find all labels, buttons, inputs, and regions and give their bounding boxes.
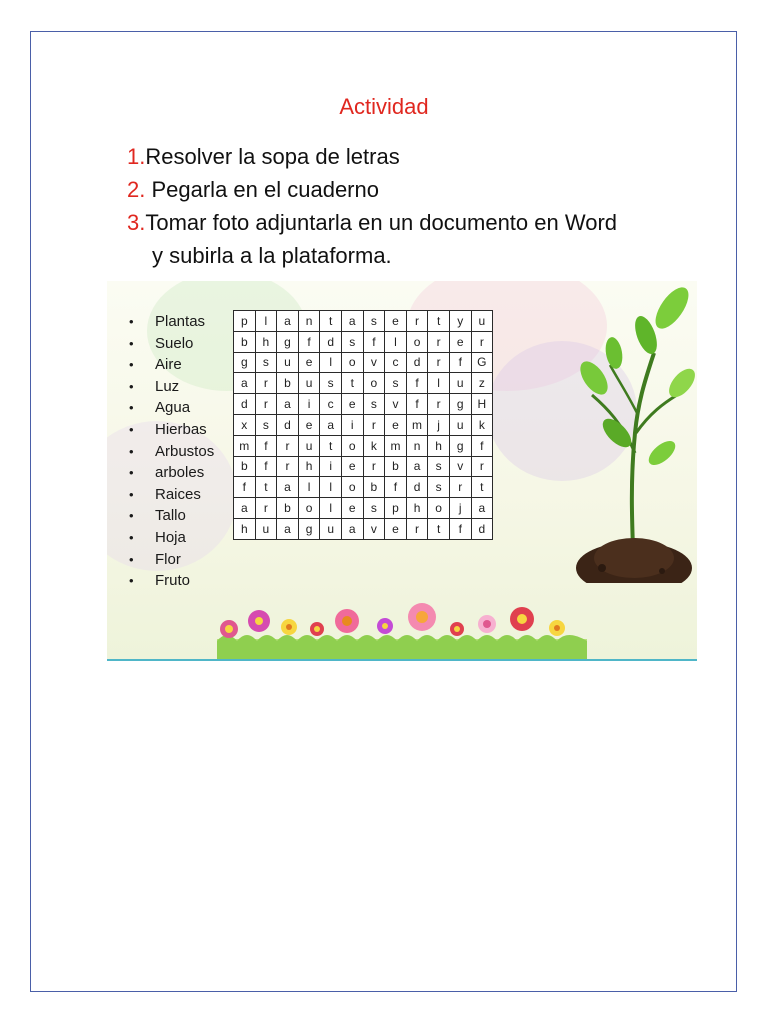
- word-text: Raices: [155, 485, 201, 503]
- grid-cell: f: [471, 435, 493, 456]
- step-text: Resolver la sopa de letras: [145, 144, 400, 169]
- grid-row: [234, 373, 493, 394]
- grid-cell: a: [277, 311, 299, 332]
- grid-cell: r: [471, 331, 493, 352]
- grid-cell: g: [449, 394, 471, 415]
- grid-cell: i: [298, 394, 320, 415]
- grid-cell: t: [428, 518, 450, 539]
- grid-cell: e: [341, 394, 363, 415]
- grid-cell: s: [363, 311, 385, 332]
- word-text: Fruto: [155, 572, 191, 590]
- grid-row: [234, 435, 493, 456]
- plant-sprout-icon: [572, 283, 697, 583]
- grid-row: [234, 518, 493, 539]
- word-text: Hoja: [155, 528, 186, 546]
- grid-cell: a: [277, 518, 299, 539]
- grid-row: [234, 498, 493, 519]
- grid-cell: u: [471, 311, 493, 332]
- grid-cell: r: [277, 456, 299, 477]
- grid-cell: a: [406, 456, 428, 477]
- bullet: •: [129, 573, 134, 589]
- grid-cell: u: [277, 352, 299, 373]
- step-number: 1.: [127, 144, 146, 169]
- grid-cell: h: [406, 498, 428, 519]
- grid-cell: e: [341, 456, 363, 477]
- grid-cell: d: [406, 477, 428, 498]
- grid-cell: y: [449, 311, 471, 332]
- instruction-step-2: [127, 173, 687, 206]
- grid-cell: p: [234, 311, 256, 332]
- bullet: •: [129, 529, 134, 545]
- grid-cell: e: [298, 352, 320, 373]
- grid-cell: b: [385, 456, 407, 477]
- instruction-step-3-continuation: y subirla a la plataforma.: [152, 243, 392, 268]
- grid-cell: b: [234, 456, 256, 477]
- grid-cell: v: [449, 456, 471, 477]
- grid-cell: e: [449, 331, 471, 352]
- grid-cell: h: [298, 456, 320, 477]
- grid-cell: f: [234, 477, 256, 498]
- flowers-decoration-icon: [217, 599, 587, 659]
- step-number: 2.: [127, 177, 146, 202]
- grid-cell: d: [234, 394, 256, 415]
- grid-cell: l: [255, 311, 277, 332]
- word-text: arboles: [155, 464, 205, 482]
- grid-cell: t: [255, 477, 277, 498]
- grid-cell: e: [298, 414, 320, 435]
- word-search-image: [107, 281, 697, 661]
- grid-cell: h: [428, 435, 450, 456]
- bullet: •: [129, 335, 134, 351]
- grid-cell: r: [363, 456, 385, 477]
- grid-cell: b: [277, 373, 299, 394]
- grid-cell: d: [277, 414, 299, 435]
- step-text: Pegarla en el cuaderno: [145, 177, 379, 202]
- grid-cell: v: [385, 394, 407, 415]
- grid-cell: d: [471, 518, 493, 539]
- grid-cell: f: [406, 394, 428, 415]
- grid-cell: m: [406, 414, 428, 435]
- grid-cell: t: [428, 311, 450, 332]
- grid-cell: r: [428, 394, 450, 415]
- word-list-item: [129, 527, 214, 549]
- grid-cell: k: [363, 435, 385, 456]
- grid-cell: l: [385, 331, 407, 352]
- instructions-list: [127, 140, 687, 272]
- grid-cell: b: [277, 498, 299, 519]
- grid-cell: o: [341, 435, 363, 456]
- word-text: Plantas: [155, 313, 206, 330]
- bullet: •: [129, 357, 134, 373]
- bullet: •: [129, 508, 134, 524]
- grid-cell: r: [255, 373, 277, 394]
- grid-cell: f: [363, 331, 385, 352]
- grid-cell: o: [406, 331, 428, 352]
- grid-cell: b: [363, 477, 385, 498]
- bullet: •: [129, 314, 134, 329]
- instruction-step-1: [127, 140, 687, 173]
- grid-cell: l: [298, 477, 320, 498]
- grid-row: [234, 331, 493, 352]
- grid-cell: r: [428, 352, 450, 373]
- grid-cell: r: [449, 477, 471, 498]
- grid-cell: m: [385, 435, 407, 456]
- grid-cell: s: [255, 352, 277, 373]
- grid-cell: s: [363, 498, 385, 519]
- bullet: •: [129, 378, 134, 394]
- grid-cell: c: [320, 394, 342, 415]
- grid-cell: u: [449, 414, 471, 435]
- grid-cell: a: [471, 498, 493, 519]
- word-text: Agua: [155, 399, 191, 417]
- grid-cell: r: [277, 435, 299, 456]
- grid-cell: t: [320, 311, 342, 332]
- grid-cell: v: [363, 352, 385, 373]
- grid-cell: s: [428, 456, 450, 477]
- word-list: [129, 311, 214, 592]
- grid-cell: a: [277, 477, 299, 498]
- grid-cell: u: [298, 435, 320, 456]
- grid-cell: m: [234, 435, 256, 456]
- grid-cell: g: [234, 352, 256, 373]
- word-list-item: [129, 441, 214, 463]
- word-list-item: [129, 311, 214, 333]
- word-text: Hierbas: [155, 420, 207, 438]
- step-number: 3.: [127, 210, 146, 235]
- image-bottom-rule: [107, 659, 697, 661]
- grid-cell: r: [363, 414, 385, 435]
- grid-cell: s: [255, 414, 277, 435]
- grid-row: [234, 477, 493, 498]
- grid-cell: o: [363, 373, 385, 394]
- bullet: •: [129, 443, 134, 459]
- grid-cell: r: [255, 498, 277, 519]
- grid-cell: r: [406, 311, 428, 332]
- grid-row: [234, 414, 493, 435]
- grid-cell: f: [385, 477, 407, 498]
- grid-cell: j: [428, 414, 450, 435]
- grid-cell: j: [449, 498, 471, 519]
- grid-cell: f: [255, 435, 277, 456]
- grid-row: [234, 352, 493, 373]
- grid-cell: s: [341, 331, 363, 352]
- word-text: Arbustos: [155, 442, 215, 460]
- grid-cell: g: [298, 518, 320, 539]
- page-title: Actividad: [339, 94, 429, 119]
- grid-cell: u: [320, 518, 342, 539]
- grid-cell: t: [341, 373, 363, 394]
- grid-cell: v: [363, 518, 385, 539]
- grid-cell: b: [234, 331, 256, 352]
- word-list-item: [129, 549, 214, 571]
- word-list-item: [129, 419, 214, 441]
- grid-cell: g: [277, 331, 299, 352]
- step-text: Tomar foto adjuntarla en un documento en Word: [145, 210, 618, 235]
- grid-cell: t: [471, 477, 493, 498]
- grid-cell: h: [234, 518, 256, 539]
- grid-cell: d: [320, 331, 342, 352]
- grid-cell: t: [320, 435, 342, 456]
- word-list-item: [129, 397, 214, 419]
- grid-cell: x: [234, 414, 256, 435]
- grid-cell: l: [320, 498, 342, 519]
- word-list-item: [129, 462, 214, 484]
- grid-cell: e: [341, 498, 363, 519]
- grid-cell: i: [320, 456, 342, 477]
- grid-cell: l: [428, 373, 450, 394]
- bullet: •: [129, 551, 134, 567]
- grid-cell: G: [471, 352, 493, 373]
- grid-cell: s: [385, 373, 407, 394]
- grid-cell: a: [277, 394, 299, 415]
- grid-cell: i: [341, 414, 363, 435]
- grid-cell: f: [406, 373, 428, 394]
- word-text: Luz: [155, 377, 180, 395]
- word-list-item: [129, 505, 214, 527]
- grid-row: [234, 456, 493, 477]
- grid-cell: e: [385, 518, 407, 539]
- word-text: Aire: [155, 356, 182, 374]
- grid-cell: n: [298, 311, 320, 332]
- bullet: •: [129, 486, 134, 502]
- word-list-item: [129, 376, 214, 398]
- grid-cell: r: [471, 456, 493, 477]
- grid-cell: a: [234, 373, 256, 394]
- bullet: •: [129, 421, 134, 437]
- grid-cell: o: [428, 498, 450, 519]
- word-list-item: [129, 333, 214, 355]
- grid-cell: s: [363, 394, 385, 415]
- word-list-item: [129, 484, 214, 506]
- grid-cell: e: [385, 414, 407, 435]
- grid-cell: c: [385, 352, 407, 373]
- grid-cell: f: [449, 352, 471, 373]
- grid-cell: o: [298, 498, 320, 519]
- grid-cell: z: [471, 373, 493, 394]
- grid-cell: l: [320, 477, 342, 498]
- word-search-grid: [233, 310, 493, 540]
- grid-cell: l: [320, 352, 342, 373]
- word-list-item: [129, 570, 214, 592]
- word-text: Tallo: [155, 507, 186, 525]
- grid-cell: u: [449, 373, 471, 394]
- grid-cell: o: [341, 352, 363, 373]
- grid-cell: s: [320, 373, 342, 394]
- word-text: Suelo: [155, 334, 194, 352]
- word-text: Flor: [155, 550, 181, 568]
- grid-cell: u: [255, 518, 277, 539]
- grid-cell: a: [341, 518, 363, 539]
- grid-cell: u: [298, 373, 320, 394]
- grid-cell: p: [385, 498, 407, 519]
- instruction-step-3: [127, 206, 687, 239]
- grid-cell: f: [298, 331, 320, 352]
- grid-cell: a: [234, 498, 256, 519]
- grid-row: [234, 394, 493, 415]
- grid-cell: k: [471, 414, 493, 435]
- grid-cell: a: [341, 311, 363, 332]
- grid-cell: f: [449, 518, 471, 539]
- grid-cell: r: [255, 394, 277, 415]
- bullet: •: [129, 400, 134, 416]
- grid-cell: h: [255, 331, 277, 352]
- grid-cell: H: [471, 394, 493, 415]
- grid-cell: g: [449, 435, 471, 456]
- bullet: •: [129, 465, 134, 481]
- grid-row: [234, 311, 493, 332]
- word-list-item: [129, 354, 214, 376]
- grid-cell: r: [428, 331, 450, 352]
- grid-cell: n: [406, 435, 428, 456]
- grid-cell: s: [428, 477, 450, 498]
- grid-cell: a: [320, 414, 342, 435]
- grid-cell: f: [255, 456, 277, 477]
- grid-cell: d: [406, 352, 428, 373]
- grid-cell: r: [406, 518, 428, 539]
- grid-cell: o: [341, 477, 363, 498]
- grid-cell: e: [385, 311, 407, 332]
